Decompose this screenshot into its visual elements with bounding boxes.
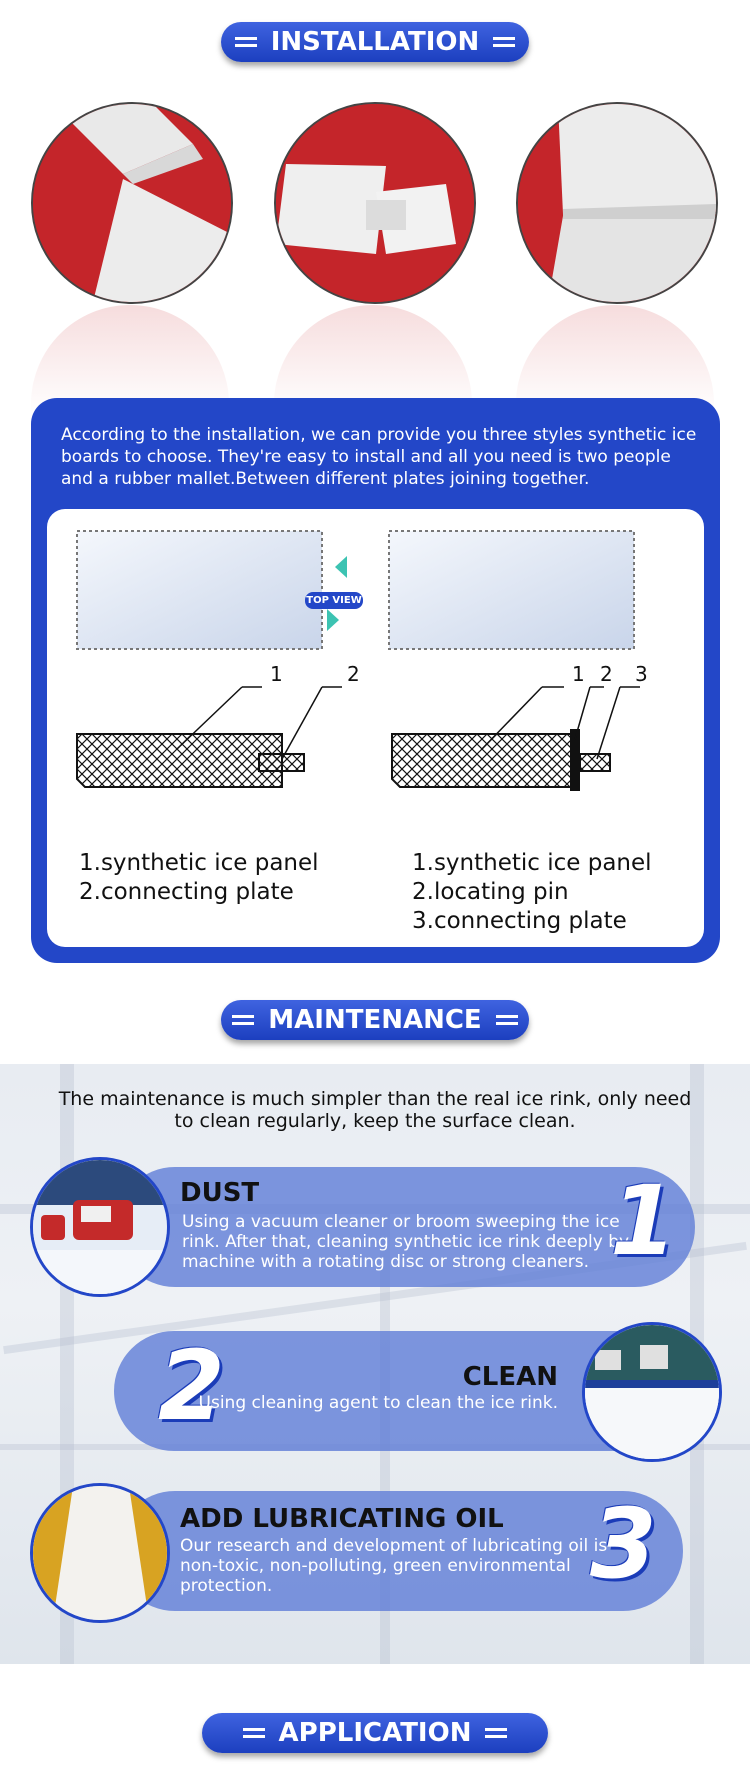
- cross-section-left: [67, 669, 367, 819]
- maintenance-intro-line: The maintenance is much simpler than the real ice rink, only need: [58, 1088, 692, 1110]
- step-3-description: [180, 1536, 607, 1596]
- step-1-title: DUST: [180, 1178, 260, 1208]
- heading-bars-icon: [485, 1728, 507, 1738]
- legend-item: 1.synthetic ice panel: [79, 850, 319, 876]
- arrow-left-icon: [335, 556, 347, 578]
- callout-1: 1: [572, 662, 585, 686]
- legend-right: [412, 849, 652, 936]
- heading-bars-icon: [496, 1015, 518, 1025]
- heading-bars-icon: [232, 1015, 254, 1025]
- maintenance-intro-line: to clean regularly, keep the surface clean.: [174, 1110, 576, 1132]
- step-2-photo-rink: [582, 1322, 722, 1462]
- application-heading-text: APPLICATION: [278, 1718, 472, 1748]
- step-3-title: ADD LUBRICATING OIL: [180, 1504, 504, 1534]
- top-view-label: TOP VIEW: [306, 595, 362, 606]
- installation-intro: According to the installation, we can provide you three styles synthetic ice boards to choose. They're easy to install and all you need is two people and a rubber mallet.Between different plates joining together.: [61, 425, 697, 489]
- step-2-description: [199, 1393, 558, 1413]
- cross-section-right: [382, 669, 682, 819]
- step-2-description-line: Using cleaning agent to clean the ice rink.: [198, 1393, 558, 1413]
- installation-diagram-panel: [47, 509, 704, 947]
- step-3-photo-oil: [30, 1483, 170, 1623]
- step-1-description-line: Using a vacuum cleaner or broom sweeping the ice: [182, 1212, 620, 1232]
- step-1-description: [182, 1212, 629, 1272]
- maintenance-heading-text: MAINTENANCE: [268, 1005, 482, 1035]
- joint-photo-1: [31, 102, 233, 304]
- step-3-description-line: non-toxic, non-polluting, green environmental: [180, 1556, 571, 1576]
- callout-2: 2: [600, 662, 613, 686]
- step-1-photo-zamboni: [30, 1157, 170, 1297]
- installation-info-box: [31, 398, 720, 963]
- ice-panel-right: [389, 531, 634, 649]
- step-3-number: 3: [590, 1488, 657, 1600]
- legend-item: 2.connecting plate: [79, 879, 294, 905]
- legend-item: 1.synthetic ice panel: [412, 850, 652, 876]
- maintenance-heading: [221, 1000, 529, 1040]
- top-view-diagram: [47, 509, 704, 669]
- application-heading: [202, 1713, 548, 1753]
- heading-bars-icon: [235, 37, 257, 47]
- step-3-description-line: protection.: [180, 1576, 273, 1596]
- step-1-description-line: machine with a rotating disc or strong cleaners.: [182, 1252, 590, 1272]
- installation-heading: [221, 22, 529, 62]
- maintenance-intro: [0, 1088, 750, 1132]
- callout-1: 1: [270, 662, 283, 686]
- legend-left: [79, 849, 319, 907]
- callout-2: 2: [347, 662, 360, 686]
- ice-panel-left: [77, 531, 322, 649]
- step-2-title: CLEAN: [462, 1362, 558, 1392]
- arrow-right-icon: [327, 609, 339, 631]
- legend-item: 2.locating pin: [412, 879, 569, 905]
- legend-item: 3.connecting plate: [412, 908, 627, 934]
- callout-3: 3: [635, 662, 648, 686]
- step-2-number: 2: [158, 1330, 225, 1442]
- joint-photo-3: [516, 102, 718, 304]
- installation-heading-text: INSTALLATION: [270, 27, 480, 57]
- heading-bars-icon: [493, 37, 515, 47]
- step-3-description-line: Our research and development of lubricating oil is: [180, 1536, 608, 1556]
- step-1-number: 1: [610, 1165, 677, 1277]
- heading-bars-icon: [243, 1728, 265, 1738]
- step-1-description-line: rink. After that, cleaning synthetic ice rink deeply by: [182, 1232, 630, 1252]
- joint-photo-2: [274, 102, 476, 304]
